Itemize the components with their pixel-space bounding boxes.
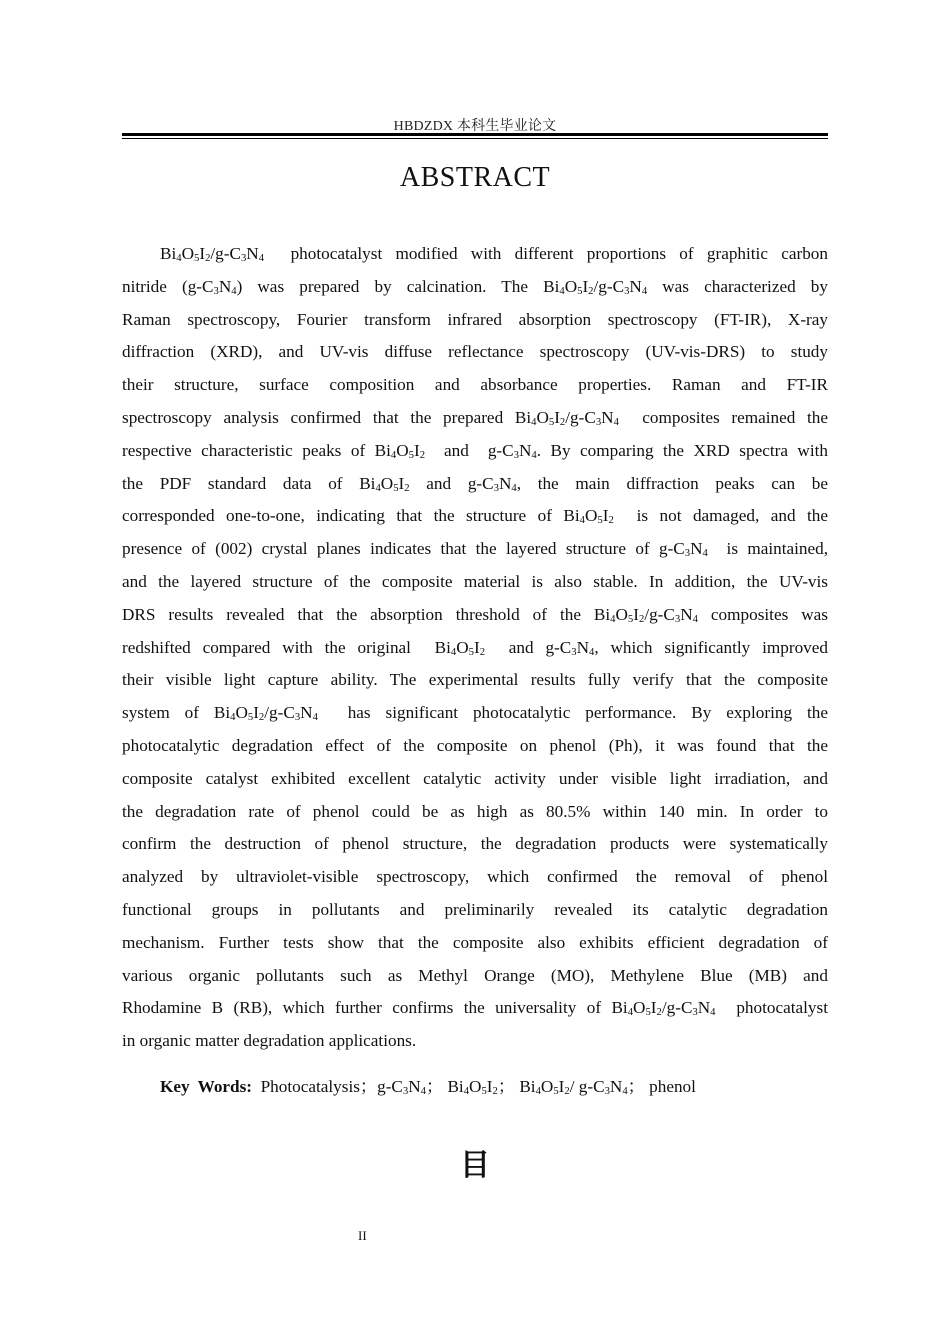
page-number: II <box>358 1228 367 1243</box>
abstract-line: respective characteristic peaks of $Bi_4O_5I_2$ and $g-C_3N_4$. By comparing the XRD spectra with <box>122 440 828 461</box>
abstract-line: confirm the destruction of phenol structure, the degradation products were systematically <box>122 834 828 854</box>
abstract-line: presence of (002) crystal planes indicates that the layered structure of $g-C_3N_4$ is maintained, <box>122 539 828 560</box>
abstract-line: their structure, surface composition and absorbance properties. Raman and FT-IR <box>122 375 828 395</box>
keywords-text: Photocatalysis；$g-C_3N_4$； $Bi_4O_5I_2$； $Bi_4O_5I_2/$ $g-C_3N_4$； phenol <box>256 1077 696 1098</box>
toc-heading: 目 <box>460 1148 490 1183</box>
abstract-line: their visible light capture ability. The experimental results fully verify that the composite <box>122 670 828 690</box>
abstract-body <box>122 238 828 1058</box>
abstract-line: spectroscopy analysis confirmed that the prepared $Bi_4O_5I_2/g-C_3N_4$ composites remained the <box>122 407 828 429</box>
abstract-line: analyzed by ultraviolet-visible spectroscopy, which confirmed the removal of phenol <box>122 867 828 887</box>
abstract-line: system of $Bi_4O_5I_2/g-C_3N_4$ has significant photocatalytic performance. By exploring the <box>122 703 828 724</box>
abstract-line: corresponded one-to-one, indicating that the structure of $Bi_4O_5I_2$ is not damaged, and the <box>122 506 828 527</box>
abstract-line: various organic pollutants such as Methyl Orange (MO), Methylene Blue (MB) and <box>122 965 828 985</box>
running-header: HBDZDX 本科生毕业论文 <box>393 119 557 134</box>
abstract-line: composite catalyst exhibited excellent catalytic activity under visible light irradiation, and <box>122 768 828 788</box>
abstract-line: $Bi_4O_5I_2/g-C_3N_4$ photocatalyst modified with different proportions of graphitic carbon <box>160 244 828 265</box>
abstract-line: functional groups in pollutants and preliminarily revealed its catalytic degradation <box>122 899 828 919</box>
header-rule-thick <box>122 133 828 136</box>
abstract-line: in organic matter degradation applications. <box>122 1031 417 1051</box>
abstract-line: Rhodamine B (RB), which further confirms the universality of $Bi_4O_5I_2/g-C_3N_4$ photocatalyst <box>122 998 828 1019</box>
abstract-line: nitride $(g-C_3N_4)$ was prepared by calcination. The $Bi_4O_5I_2/g-C_3N_4$ was characterized by <box>122 276 828 297</box>
header-rule-thin <box>122 138 828 139</box>
abstract-line: photocatalytic degradation effect of the composite on phenol (Ph), it was found that the <box>122 735 828 755</box>
abstract-line: the PDF standard data of $Bi_4O_5I_2$ and $g-C_3N_4$, the main diffraction peaks can be <box>122 473 828 494</box>
abstract-line: DRS results revealed that the absorption threshold of the $Bi_4O_5I_2/g-C_3N_4$ composites was <box>122 604 828 625</box>
abstract-line: redshifted compared with the original $Bi_4O_5I_2$ and $g-C_3N_4$, which significantly improved <box>122 637 828 658</box>
abstract-line: and the layered structure of the composite material is also stable. In addition, the UV-vis <box>122 571 828 591</box>
abstract-line: mechanism. Further tests show that the composite also exhibits efficient degradation of <box>122 932 828 952</box>
abstract-line: diffraction (XRD), and UV-vis diffuse reflectance spectroscopy (UV-vis-DRS) to study <box>122 342 828 362</box>
keywords-label: Key Words: <box>160 1077 253 1096</box>
keywords-line <box>160 1072 696 1097</box>
abstract-title: ABSTRACT <box>399 162 551 193</box>
abstract-line: the degradation rate of phenol could be as high as 80.5% within 140 min. In order to <box>122 801 828 821</box>
abstract-line: Raman spectroscopy, Fourier transform infrared absorption spectroscopy (FT-IR), X-ray <box>122 309 828 329</box>
